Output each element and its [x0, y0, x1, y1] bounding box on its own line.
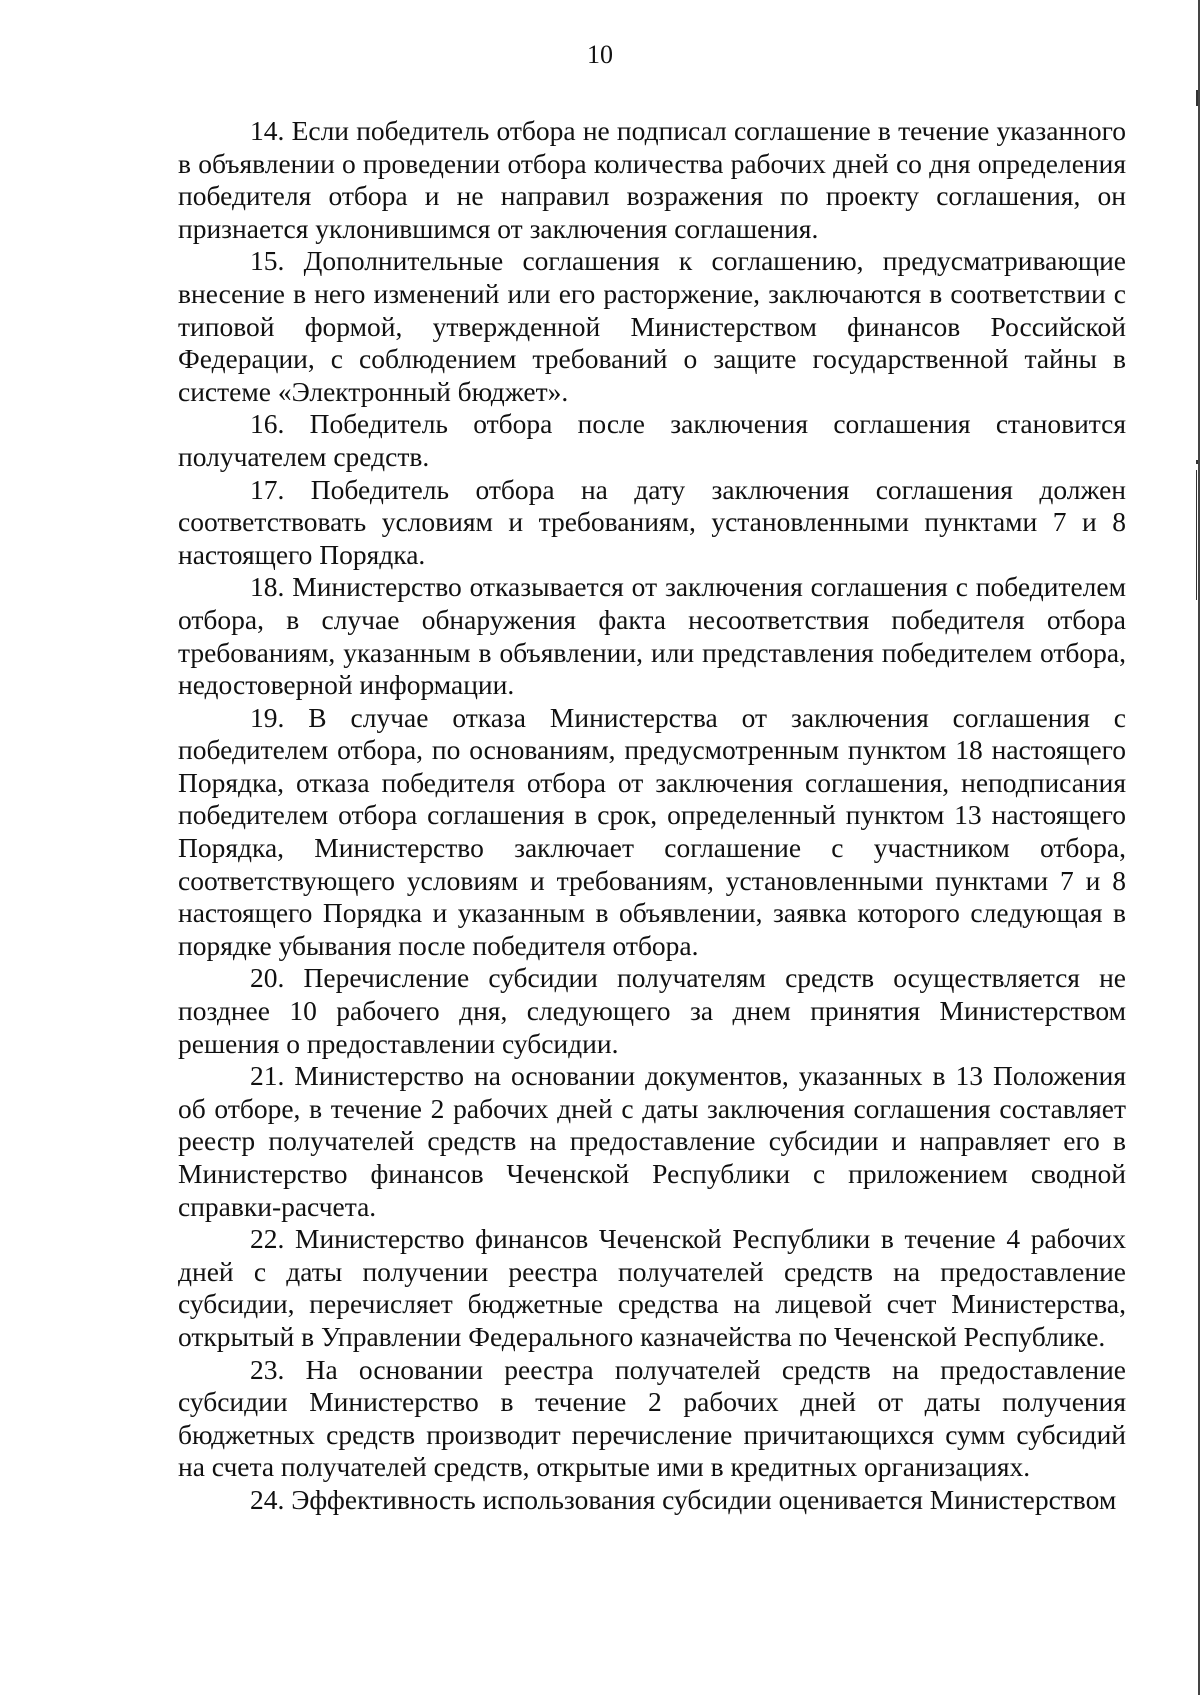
scan-mark — [1196, 470, 1197, 600]
paragraph-16: 16. Победитель отбора после заключения соглашения становится получателем средств. — [178, 408, 1126, 472]
paragraph-21: 21. Министерство на основании документов, указанных в 13 Положения об отборе, в течение 2 рабочих дней с даты заключения соглашения составляет реестр получателей средств на предоставление субсидии и направляет его в Министерство финансов Чеченской Республики с приложением сводной справки-расчета. — [178, 1060, 1126, 1222]
paragraph-19: 19. В случае отказа Министерства от заключения соглашения с победителем отбора, по основаниям, предусмотренным пунктом 18 настоящего Порядка, отказа победителя отбора от заключения соглашения, неподписания победителем отбора соглашения в срок, определенный пунктом 13 настоящего Порядка, Министерство заключает соглашение с участником отбора, соответствующего условиям и требованиям, установленными пунктами 7 и 8 настоящего Порядка и указанным в объявлении, заявка которого следующая в порядке убывания после победителя отбора. — [178, 701, 1126, 961]
paragraph-15: 15. Дополнительные соглашения к соглашению, предусматривающие внесение в него изменений или его расторжение, заключаются в соответствии с типовой формой, утвержденной Министерством финансов Российской Федерации, с соблюдением требований о защите государственной тайны в системе «Электронный бюджет». — [178, 245, 1126, 407]
paragraph-24: 24. Эффективность использования субсидии оценивается Министерством — [250, 1483, 1117, 1515]
scan-mark — [1196, 90, 1198, 106]
paragraph-18: 18. Министерство отказывается от заключения соглашения с победителем отбора, в случае обнаружения факта несоответствия победителя отбора требованиям, указанным в объявлении, или представления победителем отбора, недостоверной информации. — [178, 571, 1126, 701]
paragraph-22: 22. Министерство финансов Чеченской Республики в течение 4 рабочих дней с даты получении реестра получателей средств на предоставление субсидии, перечисляет бюджетные средства на лицевой счет Министерства, открытый в Управлении Федерального казначейства по Чеченской Республике. — [178, 1223, 1126, 1352]
page-number: 10 — [587, 40, 613, 69]
paragraph-20: 20. Перечисление субсидии получателям средств осуществляется не позднее 10 рабочего дня, следующего за днем принятия Министерством решения о предоставлении субсидии. — [178, 962, 1126, 1059]
paragraph-23: 23. На основании реестра получателей средств на предоставление субсидии Министерство в течение 2 рабочих дней от даты получения бюджетных средств производит перечисление причитающихся сумм субсидий на счета получателей средств, открытые ими в кредитных организациях. — [178, 1353, 1126, 1483]
document-body — [178, 115, 1126, 1517]
paragraph-17: 17. Победитель отбора на дату заключения соглашения должен соответствовать условиям и требованиям, установленными пунктами 7 и 8 настоящего Порядка. — [178, 473, 1126, 570]
paragraph-14: 14. Если победитель отбора не подписал соглашение в течение указанного в объявлении о проведении отбора количества рабочих дней со дня определения победителя отбора и не направил возражения по проекту соглашения, он признается уклонившимся от заключения соглашения. — [178, 115, 1126, 244]
scan-mark — [1196, 460, 1198, 464]
